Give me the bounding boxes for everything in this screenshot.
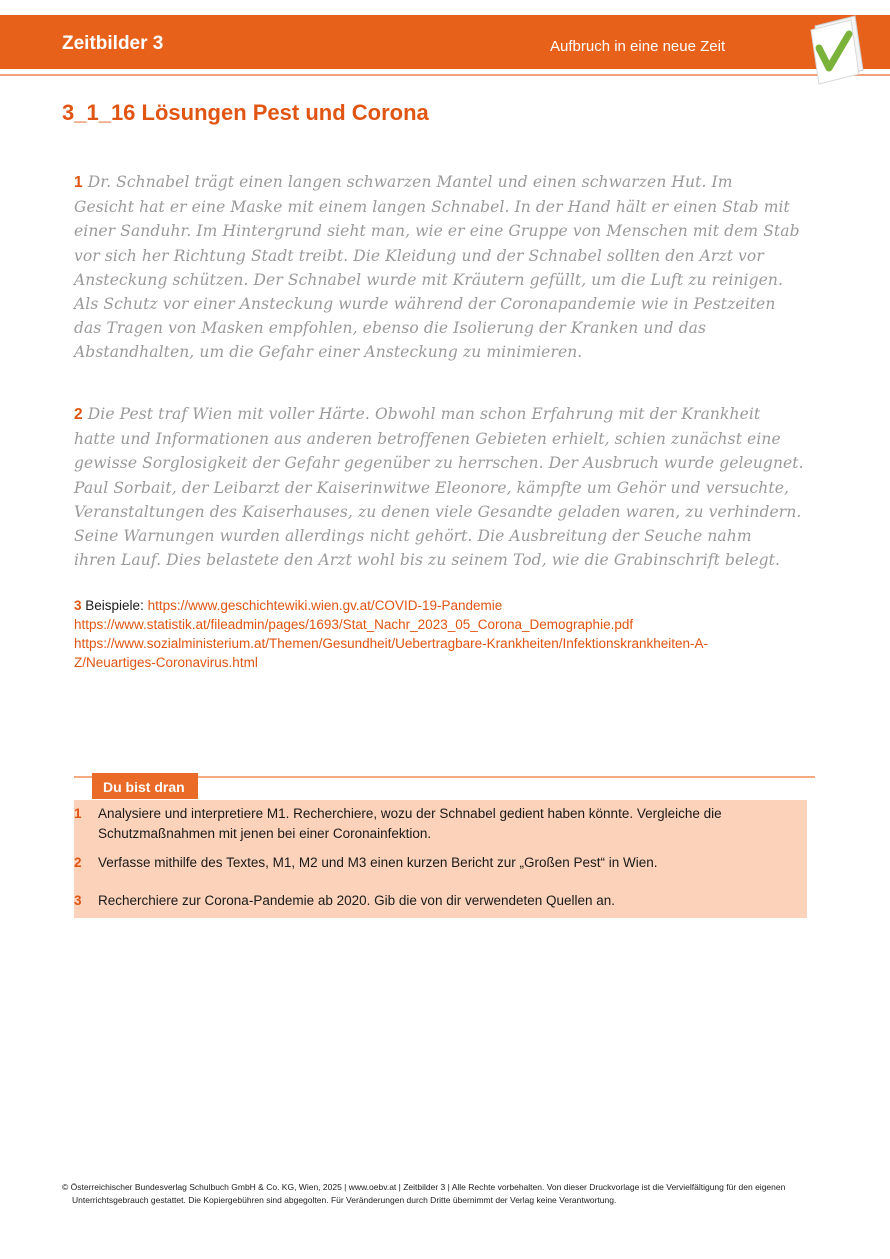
answer-number: 1 — [74, 174, 83, 191]
answer-1 — [74, 170, 819, 365]
answer-line: Abstandhalten, um die Gefahr einer Ansteckung zu minimieren. — [74, 343, 583, 362]
book-title: Zeitbilder 3 — [62, 33, 164, 54]
answer-line: 2 Die Pest traf Wien mit voller Härte. Obwohl man schon Erfahrung mit der Krankheit — [74, 405, 761, 423]
examples-label: Beispiele: — [85, 598, 144, 613]
answer-line: Ansteckung schützen. Der Schnabel wurde mit Kräutern gefüllt, um die Luft zu reinigen. — [74, 270, 783, 289]
answer-2 — [74, 402, 819, 572]
copyright-footer — [62, 1181, 832, 1206]
footer-line: © Österreichischer Bundesverlag Schulbuch GmbH & Co. KG, Wien, 2025 | www.oebv.at | Zeitbilder 3 | Alle Rechte vorbehalten. Von dieser Druckvorlage ist die Vervielfältigung für den eigenen — [62, 1182, 786, 1192]
answer-line: vor sich her Richtung Stadt treibt. Die Kleidung und der Schnabel sollten den Arzt vor — [74, 246, 764, 265]
answer-number: 2 — [74, 406, 83, 423]
answer-line: gewisse Sorglosigkeit der Gefahr gegenüber zu herrschen. Der Ausbruch wurde geleugnet. — [74, 454, 804, 473]
task-number: 3 — [74, 893, 82, 908]
source-link[interactable]: https://www.geschichtewiki.wien.gv.at/COVID-19-Pandemie — [147, 598, 503, 613]
answer-line: Gesicht hat er eine Maske mit einem langen Schnabel. In der Hand hält er einen Stab mit — [74, 198, 790, 217]
task-box-tab-label: Du bist dran — [103, 779, 185, 795]
answer-line: 1 Dr. Schnabel trägt einen langen schwarzen Mantel und einen schwarzen Hut. Im — [74, 173, 733, 191]
footer-line: Unterrichtsgebrauch gestattet. Die Kopiergebühren sind abgegolten. Für Veränderungen durch Dritte übernimmt der Verlag keine Verantwortung. — [72, 1194, 617, 1205]
answer-line: hatte und Informationen aus anderen betroffenen Gebieten erhielt, schien zunächst eine — [74, 430, 781, 449]
answer-line: ihren Lauf. Dies belastete den Arzt wohl bis zu seinem Tod, wie die Grabinschrift belegt. — [74, 551, 781, 570]
checkmark-logo-icon — [805, 12, 867, 86]
task-number: 2 — [74, 855, 82, 870]
answer-line: das Tragen von Masken empfohlen, ebenso die Isolierung der Kranken und das — [74, 319, 707, 338]
task-number: 1 — [74, 806, 82, 821]
task-text: Analysiere und interpretiere M1. Recherchiere, wozu der Schnabel gedient haben könnte. Vergleiche die Schutzmaßnahmen mit jenen bei einer Coronainfektion. — [98, 806, 722, 841]
answer-number: 3 — [74, 598, 82, 613]
answer-line: Paul Sorbait, der Leibarzt der Kaiserinwitwe Eleonore, kämpfte um Gehör und versuchte, — [74, 478, 789, 497]
answer-line: Als Schutz vor einer Ansteckung wurde während der Coronapandemie wie in Pestzeiten — [74, 295, 776, 314]
header-divider — [0, 74, 890, 76]
task-text: Verfasse mithilfe des Textes, M1, M2 und M3 einen kurzen Bericht zur „Großen Pest“ in Wien. — [98, 855, 658, 870]
answer-line: Veranstaltungen des Kaiserhauses, zu denen viele Gesandte geladen waren, zu verhindern. — [74, 502, 802, 521]
header-bar — [0, 15, 890, 69]
source-link-continued[interactable]: Z/Neuartiges-Coronavirus.html — [74, 655, 258, 670]
answer-3 — [74, 596, 814, 672]
answer-line: einer Sanduhr. Im Hintergrund sieht man, wie er eine Gruppe von Menschen mit dem Stab — [74, 222, 800, 241]
source-link[interactable]: https://www.statistik.at/fileadmin/pages/1693/Stat_Nachr_2023_05_Corona_Demographie.pdf — [74, 617, 634, 632]
page-title: 3_1_16 Lösungen Pest und Corona — [62, 100, 429, 125]
chapter-title: Aufbruch in eine neue Zeit — [550, 38, 726, 55]
answer-line: Seine Warnungen wurden allerdings nicht gehört. Die Ausbreitung der Seuche nahm — [74, 527, 752, 546]
task-text: Recherchiere zur Corona-Pandemie ab 2020. Gib die von dir verwendeten Quellen an. — [98, 893, 616, 908]
source-link[interactable]: https://www.sozialministerium.at/Themen/Gesundheit/Uebertragbare-Krankheiten/Infektionskrankheiten-A- — [74, 636, 709, 651]
